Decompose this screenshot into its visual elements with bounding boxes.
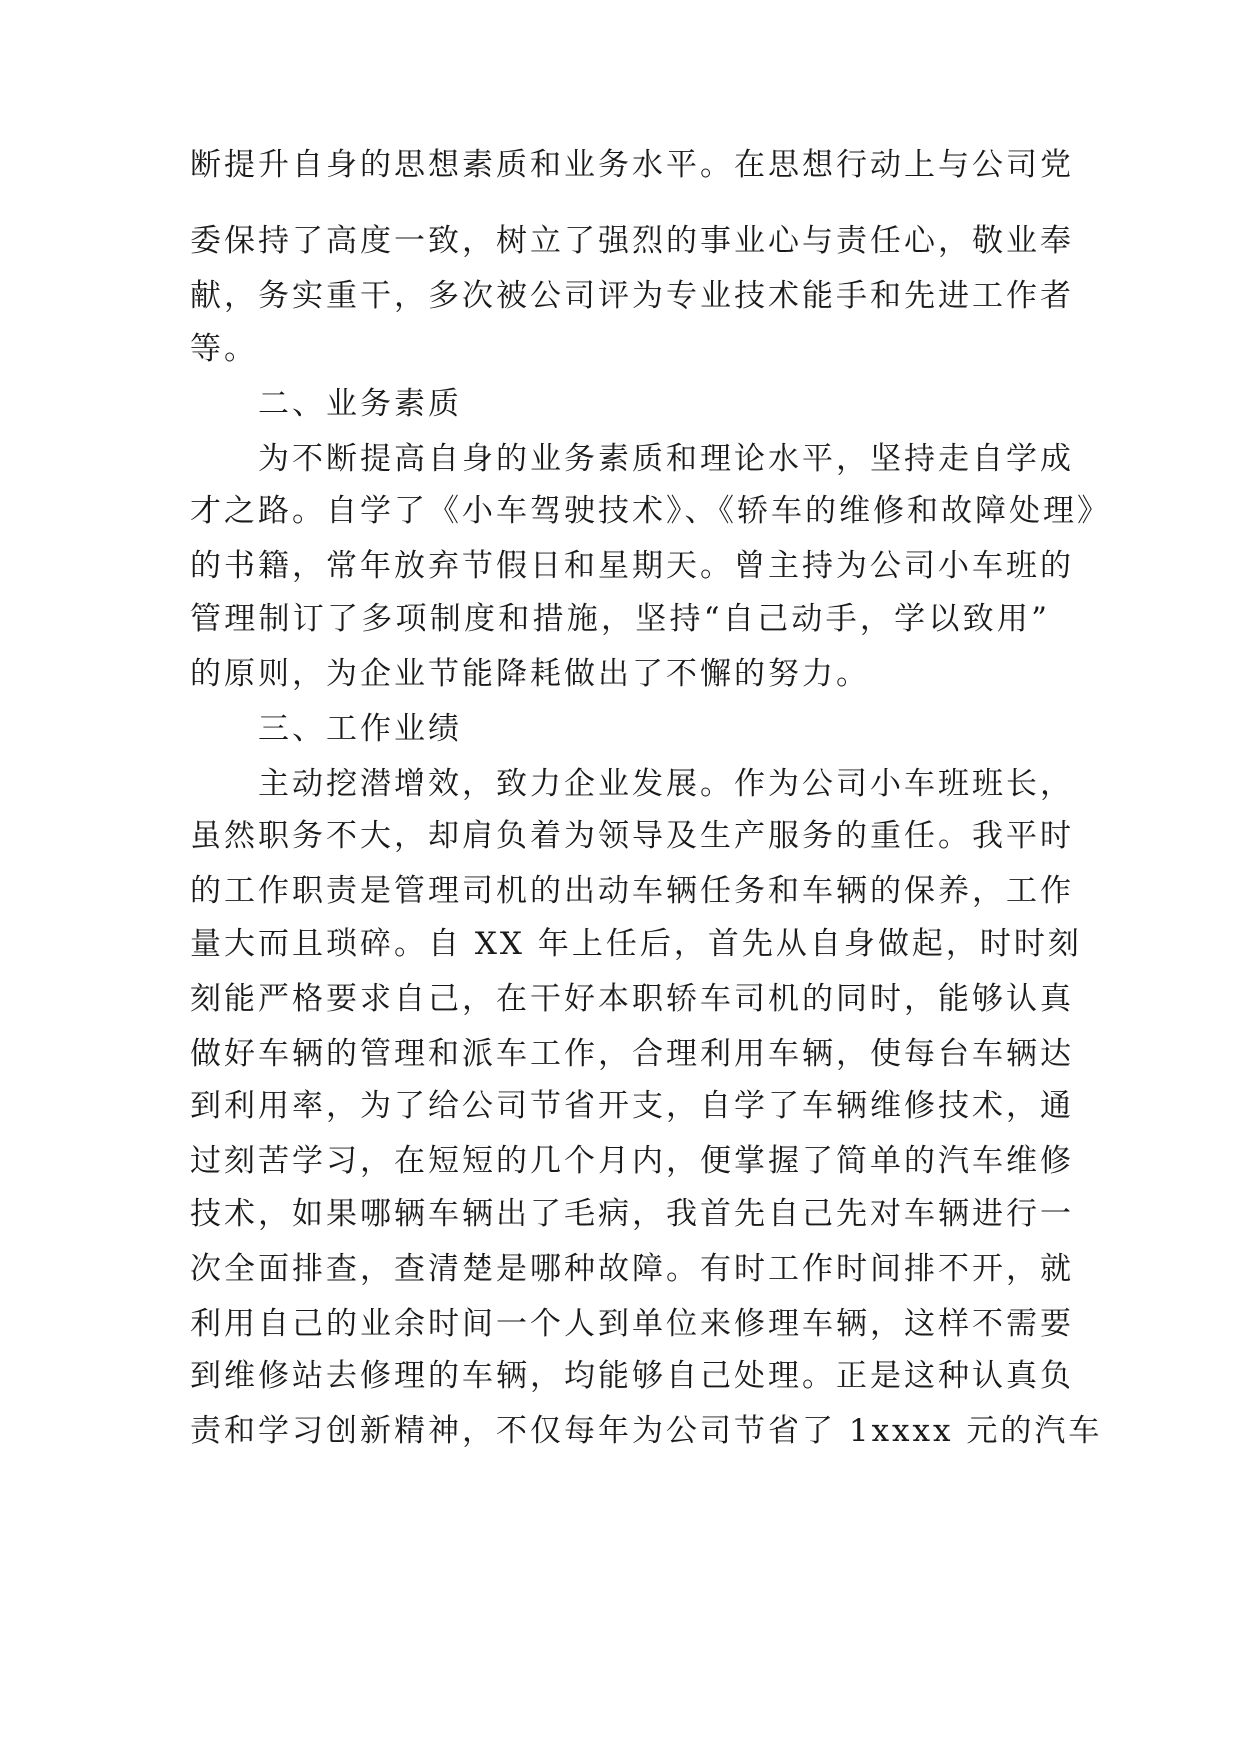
- paragraph-line: 责和学习创新精神，不仅每年为公司节省了 1xxxx 元的汽车: [190, 1413, 1103, 1449]
- paragraph-line: 委保持了高度一致，树立了强烈的事业心与责任心，敬业奉: [190, 223, 1074, 259]
- section-heading: 三、工作业绩: [258, 711, 462, 747]
- paragraph-line: 过刻苦学习，在短短的几个月内，便掌握了简单的汽车维修: [190, 1143, 1074, 1179]
- paragraph-line: 技术，如果哪辆车辆出了毛病，我首先自己先对车辆进行一: [190, 1196, 1074, 1232]
- paragraph-line: 的书籍，常年放弃节假日和星期天。曾主持为公司小车班的: [190, 548, 1074, 584]
- paragraph-line: 主动挖潜增效，致力企业发展。作为公司小车班班长，: [258, 766, 1074, 802]
- paragraph-line: 等。: [190, 331, 258, 367]
- paragraph-line: 量大而且琐碎。自 XX 年上任后，首先从自身做起，时时刻: [190, 926, 1082, 962]
- paragraph-line: 的原则，为企业节能降耗做出了不懈的努力。: [190, 656, 870, 692]
- paragraph-line: 的工作职责是管理司机的出动车辆任务和车辆的保养，工作: [190, 873, 1074, 909]
- paragraph-line: 利用自己的业余时间一个人到单位来修理车辆，这样不需要: [190, 1306, 1074, 1342]
- paragraph-line: 为不断提高自身的业务素质和理论水平，坚持走自学成: [258, 441, 1074, 477]
- paragraph-line: 管理制订了多项制度和措施，坚持“自己动手，学以致用”: [190, 601, 1050, 637]
- paragraph-line: 做好车辆的管理和派车工作，合理利用车辆，使每台车辆达: [190, 1036, 1074, 1072]
- paragraph-line: 断提升自身的思想素质和业务水平。在思想行动上与公司党: [190, 147, 1074, 183]
- paragraph-line: 到维修站去修理的车辆，均能够自己处理。正是这种认真负: [190, 1358, 1074, 1394]
- section-heading: 二、业务素质: [258, 386, 462, 422]
- paragraph-line: 刻能严格要求自己，在干好本职轿车司机的同时，能够认真: [190, 981, 1074, 1017]
- paragraph-line: 虽然职务不大，却肩负着为领导及生产服务的重任。我平时: [190, 818, 1074, 854]
- paragraph-line: 才之路。自学了《小车驾驶技术》、《轿车的维修和故障处理》: [190, 493, 1111, 529]
- paragraph-line: 次全面排查，查清楚是哪种故障。有时工作时间排不开，就: [190, 1251, 1074, 1287]
- paragraph-line: 到利用率，为了给公司节省开支，自学了车辆维修技术，通: [190, 1088, 1074, 1124]
- paragraph-line: 献，务实重干，多次被公司评为专业技术能手和先进工作者: [190, 278, 1074, 314]
